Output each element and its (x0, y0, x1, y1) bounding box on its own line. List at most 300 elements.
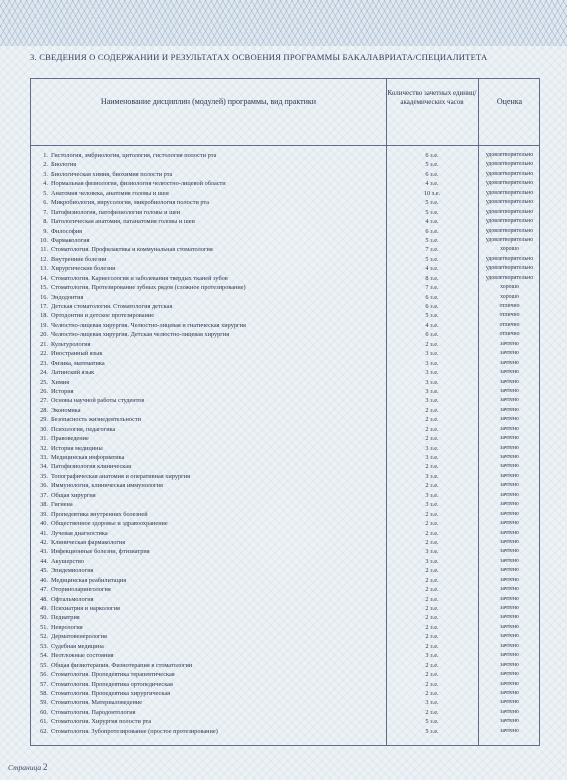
row-number: 23. (40, 359, 48, 367)
row-number: 44. (40, 557, 48, 565)
row-discipline: Стоматология. Кариесология и заболевания твердых тканей зубов (51, 274, 228, 282)
table-row (31, 396, 539, 405)
row-discipline: Педиатрия (51, 614, 80, 622)
row-number: 47. (40, 586, 48, 594)
row-credits: 3 з.е. (425, 397, 439, 405)
row-credits: 2 з.е. (425, 623, 439, 631)
table-row (31, 321, 539, 330)
table-row (31, 576, 539, 585)
table-row (31, 255, 539, 264)
table-row (31, 538, 539, 547)
row-credits: 2 з.е. (425, 567, 439, 575)
row-discipline: Медицинская реабилитация (51, 576, 127, 584)
row-credits: 5 з.е. (425, 718, 439, 726)
table-row (31, 387, 539, 396)
row-credits: 2 з.е. (425, 680, 439, 688)
row-credits: 3 з.е. (425, 652, 439, 660)
row-credits: 4 з.е. (425, 321, 439, 329)
row-discipline: Оториноларингология (51, 586, 111, 594)
row-number: 50. (40, 614, 48, 622)
row-grade: зачтено (500, 425, 519, 432)
row-discipline: Неврология (51, 623, 83, 631)
row-grade: удовлетворительно (485, 265, 534, 272)
row-discipline: Общественное здоровье и здравоохранение (51, 520, 168, 528)
row-number: 8. (43, 218, 48, 226)
table-row (31, 217, 539, 226)
table-row (31, 651, 539, 660)
row-discipline: Микробиология, вирусология, микробиология полости рта (51, 199, 210, 207)
row-grade: удовлетворительно (485, 170, 534, 177)
table-row (31, 585, 539, 594)
table-row (31, 500, 539, 509)
decorative-header-band (0, 0, 567, 46)
row-credits: 2 з.е. (425, 586, 439, 594)
row-number: 12. (40, 255, 48, 263)
row-discipline: Психология, педагогика (51, 425, 116, 433)
table-row (31, 595, 539, 604)
row-number: 20. (40, 331, 48, 339)
row-discipline: Неотложные состояния (51, 652, 114, 660)
table-row (31, 717, 539, 726)
row-credits: 2 з.е. (425, 642, 439, 650)
row-number: 35. (40, 472, 48, 480)
row-number: 39. (40, 510, 48, 518)
row-number: 30. (40, 425, 48, 433)
row-number: 7. (43, 208, 48, 216)
row-discipline: Экономика (51, 406, 81, 414)
row-grade: зачтено (500, 567, 519, 574)
row-discipline: Судебная медицина (51, 642, 104, 650)
row-grade: зачтено (500, 463, 519, 470)
table-row (31, 302, 539, 311)
row-discipline: Эпидемиология (51, 567, 94, 575)
table-row (31, 727, 539, 736)
row-credits: 2 з.е. (425, 482, 439, 490)
row-grade: удовлетворительно (485, 189, 534, 196)
row-discipline: Философия (51, 227, 83, 235)
table-row (31, 566, 539, 575)
row-credits: 6 з.е. (425, 170, 439, 178)
row-discipline: Латинский язык (51, 369, 95, 377)
row-discipline: Инфекционные болезни, фтизиатрия (51, 548, 150, 556)
row-grade: зачтено (500, 444, 519, 451)
row-number: 42. (40, 538, 48, 546)
row-number: 59. (40, 699, 48, 707)
row-discipline: Стоматология. Хирургия полости рта (51, 718, 152, 726)
row-number: 25. (40, 378, 48, 386)
row-discipline: Челюстно-лицевая хирургия. Челюстно-лицевая и гнатическая хирургия (51, 321, 246, 329)
table-row (31, 472, 539, 481)
row-number: 53. (40, 642, 48, 650)
table-row (31, 444, 539, 453)
table-row (31, 519, 539, 528)
row-number: 3. (43, 170, 48, 178)
row-discipline: Основы научной работы студентов (51, 397, 145, 405)
row-credits: 3 з.е. (425, 501, 439, 509)
row-grade: зачтено (500, 538, 519, 545)
table-row (31, 406, 539, 415)
header-credits: Количество зачетных единиц/ академических часов (387, 89, 477, 106)
row-grade: удовлетворительно (485, 255, 534, 262)
row-number: 60. (40, 708, 48, 716)
row-credits: 3 з.е. (425, 359, 439, 367)
table-row (31, 340, 539, 349)
row-discipline: Стоматология. Пародонтология (51, 708, 136, 716)
row-discipline: Стоматология. Материаловедение (51, 699, 143, 707)
table-row (31, 491, 539, 500)
row-grade: зачтено (500, 614, 519, 621)
table-row (31, 708, 539, 717)
row-number: 28. (40, 406, 48, 414)
row-credits: 2 з.е. (425, 529, 439, 537)
row-number: 26. (40, 387, 48, 395)
row-credits: 5 з.е. (425, 255, 439, 263)
row-discipline: Патофизиология, патофизиология головы и шеи (51, 208, 181, 216)
row-discipline: Стоматология. Протезирование зубных рядов (сложное протезирование) (51, 284, 246, 292)
row-number: 55. (40, 661, 48, 669)
table-row (31, 227, 539, 236)
table-row (31, 415, 539, 424)
row-grade: зачтено (500, 359, 519, 366)
row-discipline: Акушерство (51, 557, 85, 565)
row-number: 48. (40, 595, 48, 603)
row-grade: зачтено (500, 510, 519, 517)
row-discipline: Общая физиотерапия. Физиотерапия в стоматологии (51, 661, 193, 669)
row-credits: 2 з.е. (425, 689, 439, 697)
table-row (31, 208, 539, 217)
table-header (31, 79, 539, 146)
row-grade: зачтено (500, 454, 519, 460)
table-row (31, 198, 539, 207)
row-discipline: Химия (51, 378, 70, 386)
row-discipline: Иммунология, клиническая иммунология (51, 482, 163, 490)
row-credits: 2 з.е. (425, 340, 439, 348)
row-discipline: Нормальная физиология, физиология челюстно-лицевой области (51, 180, 226, 188)
row-number: 15. (40, 284, 48, 292)
row-discipline: Психиатрия и наркология (51, 605, 120, 612)
row-grade: зачтено (500, 718, 519, 725)
row-discipline: Эндодонтия (51, 293, 84, 301)
row-number: 13. (40, 265, 48, 273)
table-row (31, 378, 539, 387)
table-row (31, 359, 539, 368)
row-number: 9. (43, 227, 48, 235)
row-discipline: Ортодонтия и детское протезирование (51, 312, 155, 320)
row-credits: 2 з.е. (425, 708, 439, 716)
row-number: 21. (40, 340, 48, 348)
row-number: 1. (43, 152, 48, 159)
row-grade: зачтено (500, 576, 519, 583)
row-grade: зачтено (500, 595, 519, 602)
row-grade: зачтено (500, 605, 519, 611)
row-grade: зачтено (500, 623, 519, 630)
row-grade: зачтено (500, 378, 519, 385)
row-credits: 5 з.е. (425, 199, 439, 207)
row-grade: зачтено (500, 727, 519, 734)
row-grade: зачтено (500, 482, 519, 489)
row-grade: зачтено (500, 661, 519, 668)
page-label: Страница (8, 763, 42, 772)
row-credits: 2 з.е. (425, 633, 439, 641)
table-body (31, 151, 539, 736)
table-row (31, 151, 539, 160)
row-discipline: Внутренние болезни (51, 255, 107, 263)
row-credits: 5 з.е. (425, 312, 439, 320)
row-number: 29. (40, 416, 48, 424)
row-credits: 3 з.е. (425, 557, 439, 565)
row-credits: 2 з.е. (425, 510, 439, 518)
table-row (31, 661, 539, 670)
table-row (31, 160, 539, 169)
table-row (31, 462, 539, 471)
row-number: 58. (40, 689, 48, 697)
row-discipline: Фармакология (51, 236, 90, 244)
row-grade: зачтено (500, 369, 519, 376)
row-discipline: Пропедевтика внутренних болезней (51, 510, 148, 518)
row-credits: 6 з.е. (425, 303, 439, 310)
table-row (31, 670, 539, 679)
row-credits: 6 з.е. (425, 227, 439, 235)
table-row (31, 330, 539, 339)
row-number: 14. (40, 274, 48, 282)
row-number: 57. (40, 680, 48, 688)
row-discipline: История медицины (51, 444, 103, 452)
row-grade: зачтено (500, 557, 519, 564)
row-number: 36. (40, 482, 48, 490)
row-discipline: Гистология, эмбриология, цитология, гистология полости рта (51, 152, 217, 159)
row-credits: 3 з.е. (425, 491, 439, 499)
row-credits: 2 з.е. (425, 671, 439, 679)
row-credits: 7 з.е. (425, 246, 439, 254)
row-credits: 5 з.е. (425, 727, 439, 735)
header-name: Наименование дисциплин (модулей) программы, вид практики (100, 97, 317, 106)
row-discipline: Биология (51, 161, 77, 169)
row-grade: зачтено (500, 548, 519, 555)
row-number: 31. (40, 435, 48, 443)
row-grade: хорошо (500, 246, 519, 253)
table-row (31, 311, 539, 320)
row-grade: зачтено (500, 406, 519, 413)
row-credits: 3 з.е. (425, 378, 439, 386)
row-number: 17. (40, 303, 48, 310)
row-number: 2. (43, 161, 48, 169)
row-number: 4. (43, 180, 48, 188)
row-credits: 3 з.е. (425, 369, 439, 377)
row-grade: удовлетворительно (485, 199, 534, 206)
row-number: 18. (40, 312, 48, 320)
row-credits: 2 з.е. (425, 614, 439, 622)
row-discipline: Стоматология. Пропедевтика терапевтическая (51, 671, 175, 679)
row-grade: зачтено (500, 416, 519, 423)
row-number: 41. (40, 529, 48, 537)
row-number: 11. (40, 246, 48, 254)
table-row (31, 642, 539, 651)
page-footer (8, 762, 47, 772)
row-discipline: Детская стоматология. Стоматология детская (51, 303, 173, 310)
row-grade: хорошо (500, 284, 519, 291)
row-credits: 7 з.е. (425, 284, 439, 292)
row-credits: 3 з.е. (425, 454, 439, 461)
row-credits: 4 з.е. (425, 218, 439, 226)
row-credits: 6 з.е. (425, 331, 439, 339)
header-grade: Оценка (496, 97, 523, 106)
row-discipline: Безопасность жизнедеятельности (51, 416, 142, 424)
row-grade: отлично (499, 331, 520, 338)
table-row (31, 264, 539, 273)
section-title: 3. СВЕДЕНИЯ О СОДЕРЖАНИИ И РЕЗУЛЬТАТАХ ОСВОЕНИЯ ПРОГРАММЫ БАКАЛАВРИАТА/СПЕЦИАЛИТЕТА (30, 52, 488, 62)
table-row (31, 613, 539, 622)
table-row (31, 689, 539, 698)
row-credits: 5 з.е. (425, 208, 439, 216)
row-grade: зачтено (500, 699, 519, 706)
row-number: 61. (40, 718, 48, 726)
row-credits: 2 з.е. (425, 435, 439, 443)
row-credits: 3 з.е. (425, 699, 439, 707)
row-number: 24. (40, 369, 48, 377)
row-grade: удовлетворительно (485, 274, 534, 281)
row-number: 45. (40, 567, 48, 575)
row-number: 54. (40, 652, 48, 660)
row-number: 37. (40, 491, 48, 499)
row-number: 46. (40, 576, 48, 584)
row-grade: удовлетворительно (485, 236, 534, 243)
row-number: 62. (40, 727, 48, 735)
table-row (31, 698, 539, 707)
row-discipline: Физика, математика (51, 359, 105, 367)
row-grade: удовлетворительно (485, 152, 534, 158)
row-discipline: Челюстно-лицевая хирургия. Детская челюстно-лицевая хирургия (51, 331, 230, 339)
row-credits: 2 з.е. (425, 425, 439, 433)
row-credits: 2 з.е. (425, 463, 439, 471)
table-row (31, 349, 539, 358)
curriculum-table (30, 78, 540, 746)
row-discipline: Стоматология. Пропедевтика ортопедическая (51, 680, 173, 688)
row-grade: зачтено (500, 340, 519, 347)
table-row (31, 623, 539, 632)
row-grade: удовлетворительно (485, 227, 534, 234)
row-grade: зачтено (500, 472, 519, 479)
table-row (31, 632, 539, 641)
row-number: 56. (40, 671, 48, 679)
table-row (31, 529, 539, 538)
row-number: 16. (40, 293, 48, 301)
row-credits: 5 з.е. (425, 161, 439, 169)
row-grade: зачтено (500, 689, 519, 696)
row-discipline: Офтальмология (51, 595, 94, 603)
row-number: 43. (40, 548, 48, 556)
row-grade: зачтено (500, 586, 519, 593)
row-credits: 2 з.е. (425, 406, 439, 414)
row-grade: зачтено (500, 633, 519, 640)
row-grade: зачтено (500, 350, 519, 357)
row-number: 22. (40, 350, 48, 358)
row-credits: 5 з.е. (425, 236, 439, 244)
row-number: 40. (40, 520, 48, 528)
row-grade: зачтено (500, 708, 519, 715)
row-number: 32. (40, 444, 48, 452)
page-number: 2 (42, 762, 48, 772)
row-number: 6. (43, 199, 48, 207)
table-row (31, 293, 539, 302)
row-discipline: Патологическая анатомия, патанатомия головы и шеи (51, 218, 195, 226)
row-grade: удовлетворительно (485, 218, 534, 225)
row-discipline: Топографическая анатомия и оперативная хирургия (51, 472, 190, 480)
row-number: 52. (40, 633, 48, 641)
row-discipline: Культурология (51, 340, 91, 348)
row-credits: 4 з.е. (425, 265, 439, 273)
row-number: 5. (43, 189, 48, 197)
table-row (31, 425, 539, 434)
row-credits: 8 з.е. (425, 274, 439, 282)
row-credits: 4 з.е. (425, 180, 439, 188)
table-row (31, 481, 539, 490)
row-discipline: Медицинская информатика (51, 454, 125, 461)
row-grade: зачтено (500, 435, 519, 442)
row-discipline: Клиническая фармакология (51, 538, 126, 546)
row-grade: удовлетворительно (485, 161, 534, 168)
table-row (31, 179, 539, 188)
row-credits: 3 з.е. (425, 472, 439, 480)
row-credits: 2 з.е. (425, 520, 439, 528)
row-grade: зачтено (500, 680, 519, 687)
row-credits: 2 з.е. (425, 538, 439, 546)
row-discipline: Гигиена (51, 501, 73, 509)
row-discipline: История (51, 387, 74, 395)
row-discipline: Хирургические болезни (51, 265, 116, 273)
row-credits: 2 з.е. (425, 605, 439, 612)
row-grade: отлично (499, 321, 520, 328)
row-credits: 3 з.е. (425, 548, 439, 556)
row-grade: зачтено (500, 501, 519, 508)
row-number: 10. (40, 236, 48, 244)
row-grade: зачтено (500, 642, 519, 649)
row-grade: зачтено (500, 520, 519, 527)
table-row (31, 680, 539, 689)
row-grade: удовлетворительно (485, 180, 534, 187)
row-grade: зачтено (500, 652, 519, 659)
row-number: 34. (40, 463, 48, 471)
row-grade: отлично (499, 312, 520, 319)
row-discipline: Правоведение (51, 435, 89, 443)
row-credits: 2 з.е. (425, 416, 439, 424)
row-grade: зачтено (500, 397, 519, 404)
row-grade: зачтено (500, 491, 519, 498)
table-row (31, 245, 539, 254)
row-discipline: Иностранный язык (51, 350, 103, 358)
table-row (31, 283, 539, 292)
table-row (31, 170, 539, 179)
row-discipline: Лучевая диагностика (51, 529, 108, 537)
table-row (31, 557, 539, 566)
table-row (31, 547, 539, 556)
row-discipline: Стоматология. Зубопротезирование (простое протезирование) (51, 727, 218, 735)
table-row (31, 453, 539, 462)
row-discipline: Дерматовенерология (51, 633, 107, 641)
table-row (31, 368, 539, 377)
row-credits: 10 з.е. (423, 189, 441, 197)
row-discipline: Патофизиология клиническая (51, 463, 131, 471)
row-discipline: Общая хирургия (51, 491, 96, 499)
table-row (31, 274, 539, 283)
row-number: 19. (40, 321, 48, 329)
table-row (31, 434, 539, 443)
table-row (31, 189, 539, 198)
row-discipline: Анатомия человека, анатомия головы и шеи (51, 189, 169, 197)
row-discipline: Биологическая химия, биохимия полости рта (51, 170, 173, 178)
row-grade: хорошо (500, 293, 519, 300)
row-grade: удовлетворительно (485, 208, 534, 215)
table-row (31, 510, 539, 519)
